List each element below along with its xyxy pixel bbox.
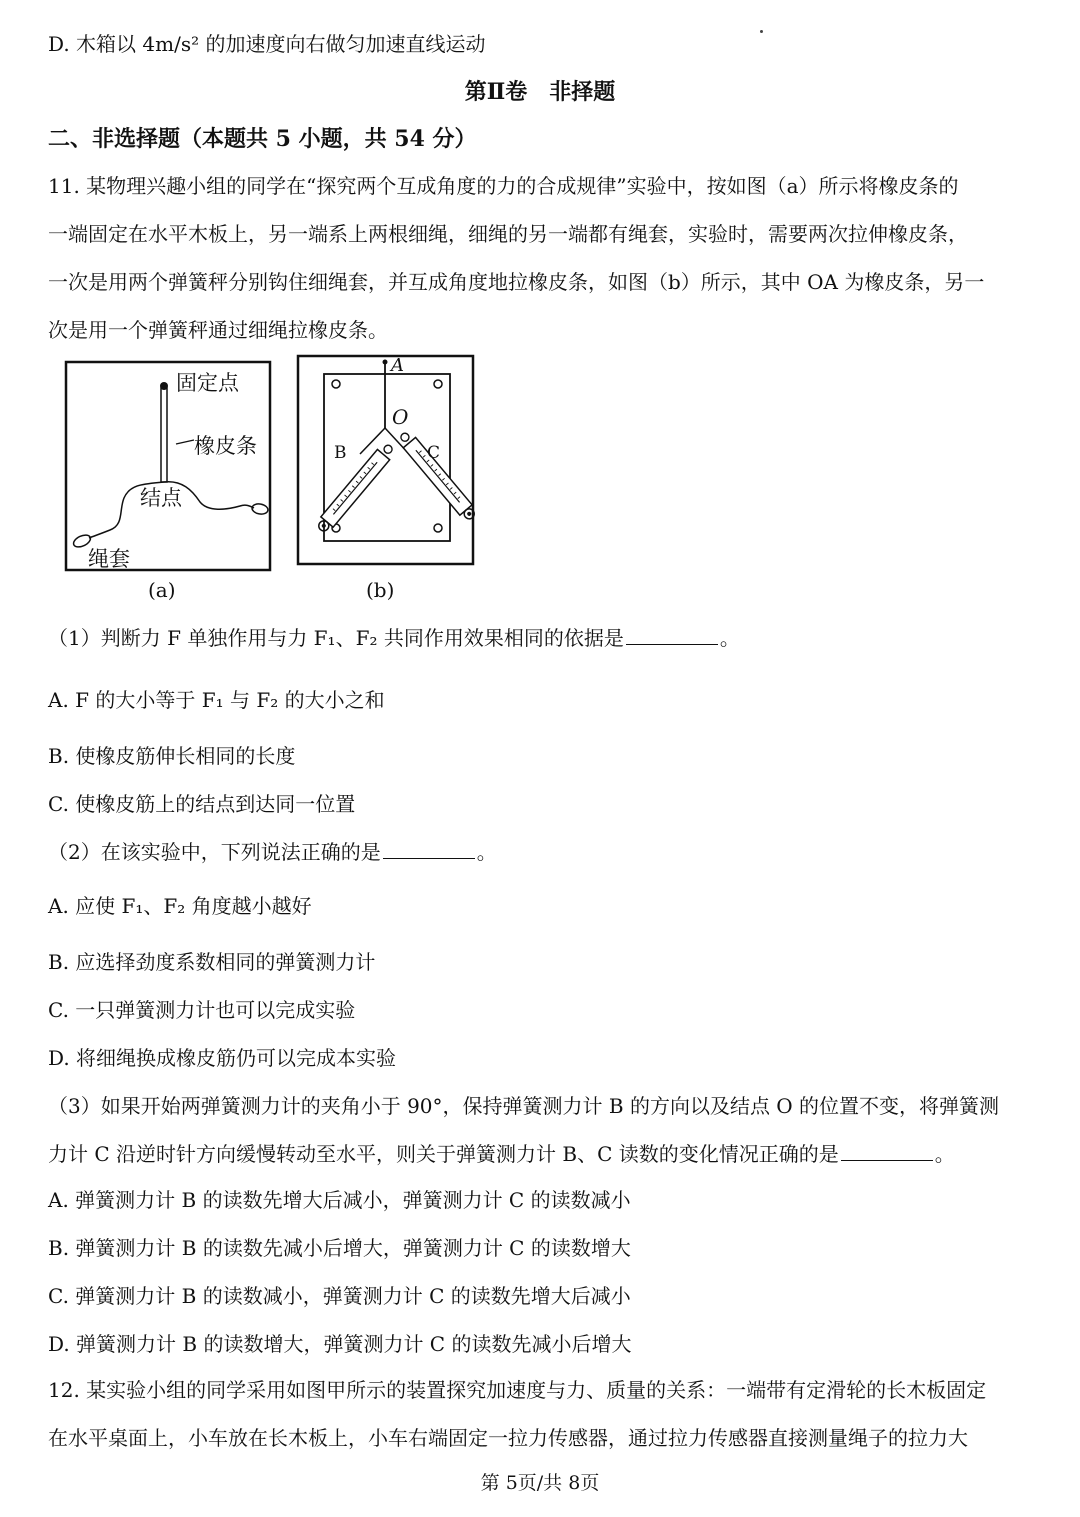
label-rubber-band: 橡皮条 xyxy=(194,434,257,458)
q11-part2-option-a: A. 应使 F₁、F₂ 角度越小越好 xyxy=(48,894,312,918)
q11-part3-option-c: C. 弹簧测力计 B 的读数减小，弹簧测力计 C 的读数先增大后减小 xyxy=(48,1284,631,1308)
rubber-band xyxy=(161,388,167,482)
label-string-loop: 绳套 xyxy=(88,547,130,571)
q11-line-1: 11. 某物理兴趣小组的同学在“探究两个互成角度的力的合成规律”实验中，按如图（a）所示将橡皮条的 xyxy=(48,174,959,198)
q11-part3-stem-line1: （3）如果开始两弹簧测力计的夹角小于 90°，保持弹簧测力计 B 的方向以及结点 O 的位置不变，将弹簧测 xyxy=(48,1094,1000,1118)
q11-part3-option-d: D. 弹簧测力计 B 的读数增大，弹簧测力计 C 的读数先减小后增大 xyxy=(48,1332,632,1356)
q12-line-1: 12. 某实验小组的同学采用如图甲所示的装置探究加速度与力、质量的关系：一端带有定滑轮的长木板固定 xyxy=(48,1378,987,1402)
answer-blank-1 xyxy=(626,624,718,645)
q11-part2-stem: （2）在该实验中，下列说法正确的是 。 xyxy=(48,840,497,864)
q11-part3-option-b: B. 弹簧测力计 B 的读数先减小后增大，弹簧测力计 C 的读数增大 xyxy=(48,1236,631,1260)
q11-line-2: 一端固定在水平木板上，另一端系上两根细绳，细绳的另一端都有绳套，实验时，需要两次拉伸橡皮条， xyxy=(48,222,968,246)
label-scale-b: B xyxy=(334,443,347,463)
fixed-point-mark xyxy=(160,382,168,390)
figure-a-frame xyxy=(66,362,270,570)
figure-a xyxy=(64,360,274,574)
answer-blank-2 xyxy=(383,838,475,859)
q11-part1-option-c: C. 使橡皮筋上的结点到达同一位置 xyxy=(48,792,356,816)
q11-part1-stem: （1）判断力 F 单独作用与力 F₁、F₂ 共同作用效果相同的依据是 。 xyxy=(48,626,740,650)
prev-option-d: D. 木箱以 4m/s² 的加速度向右做匀加速直线运动 xyxy=(48,32,486,56)
string-ob xyxy=(360,428,385,454)
label-point-o: O xyxy=(392,405,409,429)
q11-part2-option-b: B. 应选择劲度系数相同的弹簧测力计 xyxy=(48,950,376,974)
scan-speck xyxy=(760,30,763,33)
q11-part2-option-c: C. 一只弹簧测力计也可以完成实验 xyxy=(48,998,356,1022)
figure-b-caption: (b) xyxy=(366,578,395,602)
answer-blank-3 xyxy=(841,1140,933,1161)
pin-top-left xyxy=(332,380,340,388)
q11-line-3: 一次是用两个弹簧秤分别钩住细绳套，并互成角度地拉橡皮条，如图（b）所示，其中 OA 为橡皮条，另一 xyxy=(48,270,985,294)
q11-part2-option-d: D. 将细绳换成橡皮筋仍可以完成本实验 xyxy=(48,1046,397,1070)
q11-part1-option-b: B. 使橡皮筋伸长相同的长度 xyxy=(48,744,296,768)
volume-title: 第Ⅱ卷 非择题 xyxy=(464,79,616,105)
label-knot: 结点 xyxy=(140,486,182,510)
q12-line-2: 在水平桌面上，小车放在长木板上，小车右端固定一拉力传感器，通过拉力传感器直接测量绳子的拉力大 xyxy=(48,1426,968,1450)
q11-part3-stem-line2: 力计 C 沿逆时针方向缓慢转动至水平，则关于弹簧测力计 B、C 读数的变化情况正确的是 。 xyxy=(48,1142,955,1166)
section-title: 二、非选择题（本题共 5 小题，共 54 分） xyxy=(48,126,477,152)
figure-b xyxy=(296,352,478,568)
label-scale-c: C xyxy=(427,443,441,463)
q11-line-4: 次是用一个弹簧秤通过细绳拉橡皮条。 xyxy=(48,318,388,342)
label-fixed-point: 固定点 xyxy=(176,371,239,395)
page-footer: 第 5页/共 8页 xyxy=(480,1472,600,1494)
rubber-label-leader xyxy=(176,440,194,444)
q11-part3-option-a: A. 弹簧测力计 B 的读数先增大后减小，弹簧测力计 C 的读数减小 xyxy=(48,1188,631,1212)
figure-a-caption: (a) xyxy=(148,578,176,602)
q11-part1-option-a: A. F 的大小等于 F₁ 与 F₂ 的大小之和 xyxy=(48,688,385,712)
label-point-a: A xyxy=(391,355,404,376)
pin-bottom-right xyxy=(434,524,442,532)
spring-scale-b xyxy=(314,441,396,535)
pin-top-right xyxy=(434,380,442,388)
string-loop-right xyxy=(251,503,268,516)
